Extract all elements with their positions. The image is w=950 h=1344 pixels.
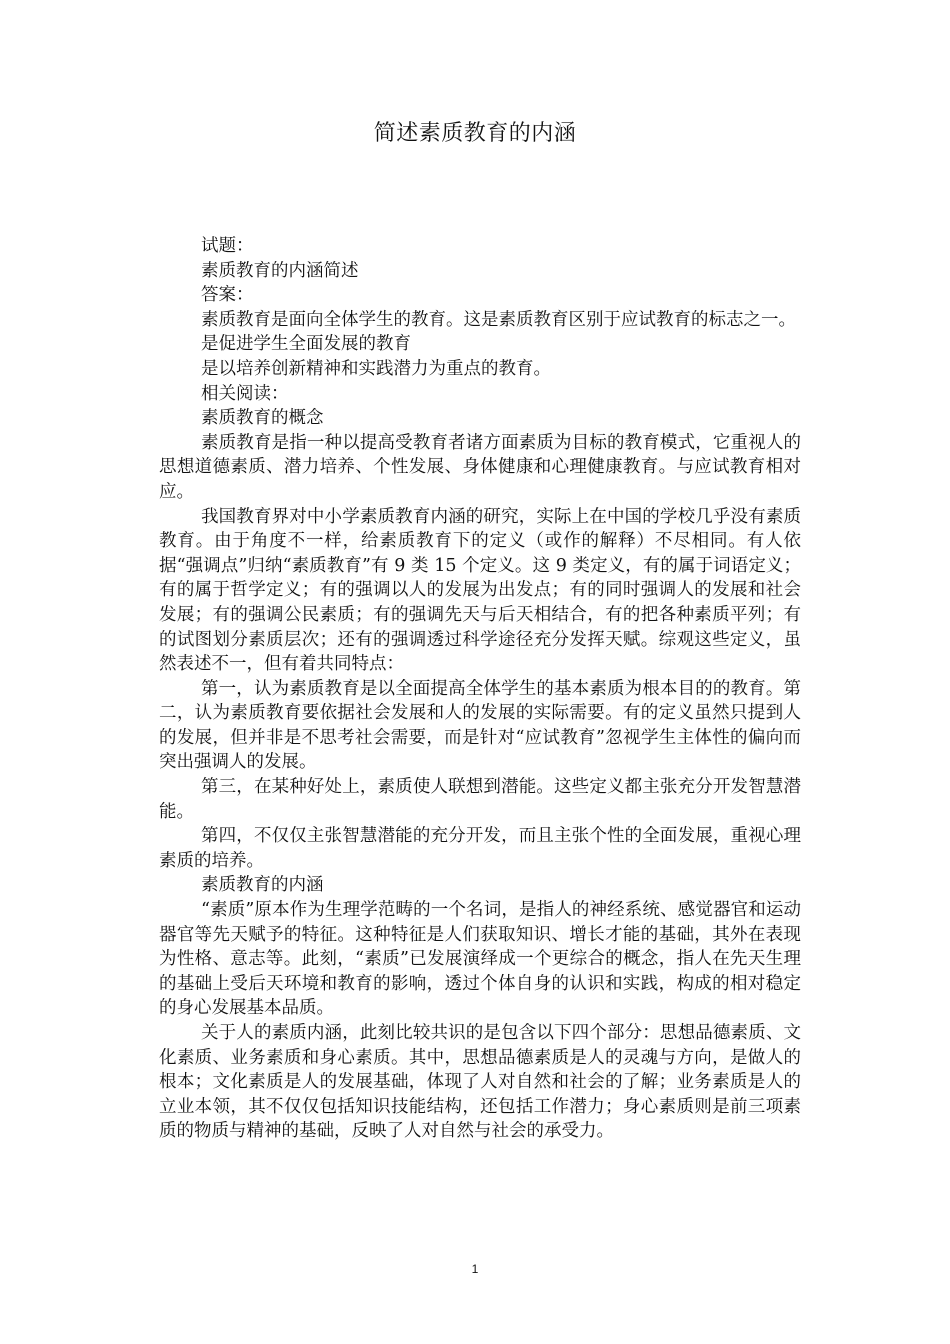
paragraph: 素质教育是指一种以提高受教育者诸方面素质为目标的教育模式，它重视人的思想道德素质、潜力培养、个性发展、身体健康和心理健康教育。与应试教育相对应。 — [159, 432, 801, 502]
section-heading: 素质教育的内涵 — [201, 875, 324, 896]
page-number: 1 — [471, 1262, 479, 1276]
paragraph: 素质教育是面向全体学生的教育。这是素质教育区别于应试教育的标志之一。 — [201, 309, 796, 330]
paragraph: 素质教育的内涵简述 — [201, 260, 359, 281]
document-body — [159, 234, 801, 1144]
paragraph: 试题： — [201, 236, 254, 256]
paragraph: 我国教育界对中小学素质教育内涵的研究，实际上在中国的学校几乎没有素质教育。由于角度不一样，给素质教育下的定义（或作的解释）不尽相同。有人依据“强调点”归纳“素质教育”有 9 类 15 个定义。这 9 类定义，有的属于词语定义；有的属于哲学定义；有的强调以人的发展为出发点；有的同时强调人的发展和社会发展；有的强调公民素质；有的强调先天与后天相结合，有的把各种素质平列；有的试图划分素质层次；还有的强调透过科学途径充分发挥天赋。综观这些定义，虽然表述不一，但有着共同特点： — [159, 506, 801, 675]
paragraph: 相关阅读： — [201, 383, 289, 404]
paragraph: 是促进学生全面发展的教育 — [201, 334, 411, 355]
paragraph: 第四，不仅仅主张智慧潜能的充分开发，而且主张个性的全面发展，重视心理素质的培养。 — [159, 826, 801, 871]
paragraph: 答案： — [201, 285, 254, 306]
section-heading: 素质教育的概念 — [201, 408, 324, 429]
paragraph: “素质”原本作为生理学范畴的一个名词，是指人的神经系统、感觉器官和运动器官等先天赋予的特征。这种特征是人们获取知识、增长才能的基础，其外在表现为性格、意志等。此刻，“素质”已发展演绎成一个更综合的概念，指人在先天生理的基础上受后天环境和教育的影响，透过个体自身的认识和实践，构成的相对稳定的身心发展基本品质。 — [159, 900, 801, 1019]
paragraph: 第一，认为素质教育是以全面提高全体学生的基本素质为根本目的的教育。第二，认为素质教育要依据社会发展和人的发展的实际需要。有的定义虽然只提到人的发展，但并非是不思考社会需要，而是针对“应试教育”忽视学生主体性的偏向而突出强调人的发展。 — [159, 678, 801, 773]
paragraph: 关于人的素质内涵，此刻比较共识的是包含以下四个部分：思想品德素质、文化素质、业务素质和身心素质。其中，思想品德素质是人的灵魂与方向，是做人的根本；文化素质是人的发展基础，体现了人对自然和社会的了解；业务素质是人的立业本领，其不仅仅包括知识技能结构，还包括工作潜力；身心素质则是前三项素质的物质与精神的基础，反映了人对自然与社会的承受力。 — [159, 1023, 801, 1142]
document-title: 简述素质教育的内涵 — [373, 121, 577, 146]
paragraph: 第三，在某种好处上，素质使人联想到潜能。这些定义都主张充分开发智慧潜能。 — [159, 777, 801, 822]
paragraph: 是以培养创新精神和实践潜力为重点的教育。 — [201, 358, 551, 379]
